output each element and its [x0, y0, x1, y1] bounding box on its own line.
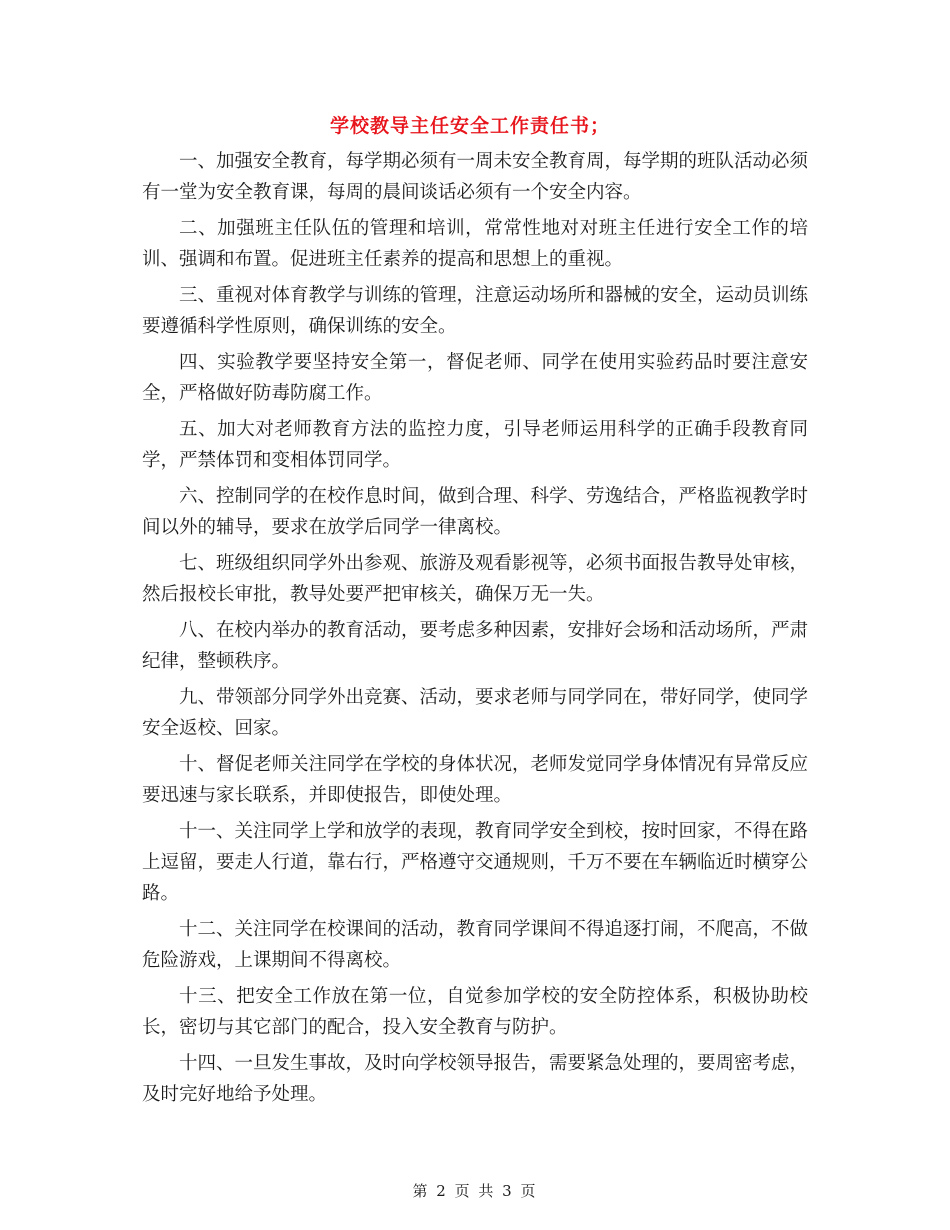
paragraph-12: 十二、关注同学在校课间的活动，教育同学课间不得追逐打闹，不爬高，不做危险游戏，上课期间不得离校。	[142, 919, 809, 971]
paragraph-2: 二、加强班主任队伍的管理和培训，常常性地对对班主任进行安全工作的培训、强调和布置。促进班主任素养的提高和思想上的重视。	[142, 218, 808, 270]
paragraph-10: 十、督促老师关注同学在学校的身体状况，老师发觉同学身体情况有异常反应要迅速与家长联系，并即使报告，即使处理。	[142, 754, 809, 806]
document-page	[142, 110, 808, 1115]
paragraph-4: 四、实验教学要坚持安全第一，督促老师、同学在使用实验药品时要注意安全，严格做好防毒防腐工作。	[142, 352, 808, 404]
paragraph-6: 六、控制同学的在校作息时间，做到合理、科学、劳逸结合，严格监视教学时间以外的辅导，要求在放学后同学一律离校。	[142, 486, 809, 538]
page-number-footer: 第 2 页 共 3 页	[412, 1182, 538, 1200]
paragraph-8: 八、在校内举办的教育活动，要考虑多种因素，安排好会场和活动场所，严肃纪律，整顿秩序。	[142, 620, 809, 672]
paragraph-5: 五、加大对老师教育方法的监控力度，引导老师运用科学的正确手段教育同学，严禁体罚和变相体罚同学。	[142, 419, 808, 471]
paragraph-14: 十四、一旦发生事故，及时向学校领导报告，需要紧急处理的，要周密考虑，及时完好地给予处理。	[142, 1053, 809, 1105]
paragraph-13: 十三、把安全工作放在第一位，自觉参加学校的安全防控体系，积极协助校长，密切与其它部门的配合，投入安全教育与防护。	[142, 986, 808, 1038]
paragraph-9: 九、带领部分同学外出竞赛、活动，要求老师与同学同在，带好同学，使同学安全返校、回家。	[142, 687, 809, 739]
paragraph-1: 一、加强安全教育，每学期必须有一周未安全教育周，每学期的班队活动必须有一堂为安全教育课，每周的晨间谈话必须有一个安全内容。	[142, 151, 809, 203]
paragraph-11: 十一、关注同学上学和放学的表现，教育同学安全到校，按时回家，不得在路上逗留，要走人行道，靠右行，严格遵守交通规则，千万不要在车辆临近时横穿公路。	[142, 821, 809, 904]
paragraph-3: 三、重视对体育教学与训练的管理，注意运动场所和器械的安全，运动员训练要遵循科学性原则，确保训练的安全。	[142, 285, 809, 337]
paragraph-7: 七、班级组织同学外出参观、旅游及观看影视等，必须书面报告教导处审核，然后报校长审批，教导处要严把审核关，确保万无一失。	[142, 553, 809, 605]
document-title: 学校教导主任安全工作责任书；	[330, 115, 611, 137]
